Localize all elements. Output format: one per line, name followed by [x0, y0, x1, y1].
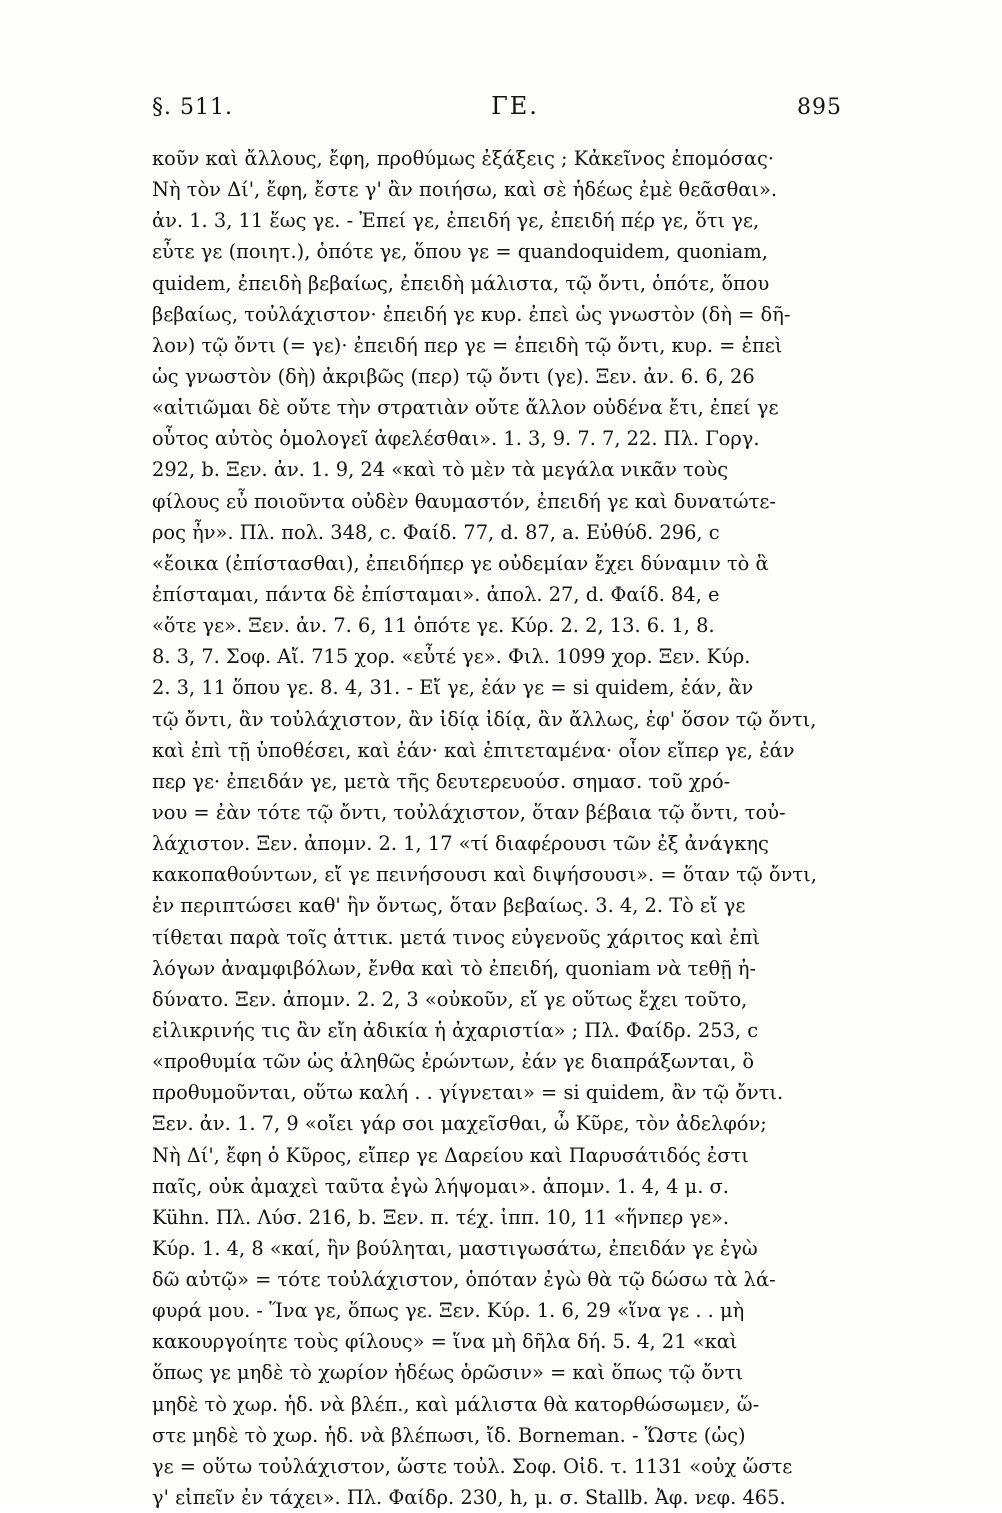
text-line: κακοπαθούντων, εἴ γε πεινήσουσι καὶ διψήσουσι». = ὅταν τῷ ὄντι, [152, 863, 817, 887]
text-line: Κύρ. 1. 4, 8 «καί, ἣν βούληται, μαστιγωσάτω, ἐπειδάν γε ἐγὼ [152, 1236, 758, 1260]
text-line: δῶ αὐτῷ» = τότε τοὐλάχιστον, ὁπόταν ἐγὼ θὰ τῷ δώσω τὰ λά- [152, 1268, 776, 1292]
text-line: ἀν. 1. 3, 11 ἕως γε. - Ἐπεί γε, ἐπειδή γε, ἐπειδή πέρ γε, ὅτι γε, [152, 209, 760, 233]
text-line: γ' εἰπεῖν ἐν τάχει». Πλ. Φαίδρ. 230, h, μ. σ. Stallb. Ἀφ. νεφ. 465. [152, 1486, 786, 1510]
text-line: 2. 3, 11 ὅπου γε. 8. 4, 31. - Εἴ γε, ἐάν γε = si quidem, ἐάν, ἂν [152, 676, 754, 700]
text-line: Νὴ Δί', ἔφη ὁ Κῦρος, εἴπερ γε Δαρείου καὶ Παρυσάτιδός ἐστι [152, 1143, 749, 1167]
text-line: προθυμοῦνται, οὕτω καλή . . γίγνεται» = si quidem, ἂν τῷ ὄντι. [152, 1081, 784, 1105]
text-line: λάχιστον. Ξεν. ἀπομν. 2. 1, 17 «τί διαφέρουσι τῶν ἐξ ἀνάγκης [152, 832, 769, 856]
section-number: §. 511. [152, 95, 233, 120]
text-line: εἰλικρινής τις ἂν εἴη ἀδικία ἡ ἀχαριστία» ; Πλ. Φαίδρ. 253, c [152, 1018, 759, 1042]
text-line: Ξεν. ἀν. 1. 7, 9 «οἴει γάρ σοι μαχεῖσθαι, ὦ Κῦρε, τὸν ἀδελφόν; [152, 1112, 767, 1136]
text-line: εὖτε γε (ποιητ.), ὁπότε γε, ὅπου γε = quandoquidem, quoniam, [152, 240, 768, 264]
entry-body [152, 143, 852, 1513]
text-line: παῖς, οὐκ ἀμαχεὶ ταῦτα ἐγὼ λήψομαι». ἀπομν. 1. 4, 4 μ. σ. [152, 1174, 729, 1198]
text-line: δύνατο. Ξεν. ἀπομν. 2. 2, 3 «οὐκοῦν, εἴ γε οὕτως ἔχει τοῦτο, [152, 987, 748, 1011]
page-number: 895 [796, 95, 842, 120]
text-line: ἐν περιπτώσει καθ' ἣν ὄντως, ὅταν βεβαίως. 3. 4, 2. Τὸ εἴ γε [152, 894, 746, 918]
text-line: Νὴ τὸν Δί', ἔφη, ἔστε γ' ἂν ποιήσω, καὶ σὲ ἡδέως ἐμὲ θεᾶσθαι». [152, 178, 777, 202]
text-line: κοῦν καὶ ἄλλους, ἔφη, προθύμως ἐξάξεις ; Κἀκεῖνος ἐπομόσας· [152, 147, 774, 170]
text-line: «αἰτιῶμαι δὲ οὔτε τὴν στρατιὰν οὔτε ἄλλον οὐδένα ἔτι, ἐπεί γε [152, 396, 779, 420]
text-line: φυρά μου. - Ἵνα γε, ὅπως γε. Ξεν. Κύρ. 1. 6, 29 «ἵνα γε . . μὴ [152, 1299, 745, 1323]
text-line: τῷ ὄντι, ἂν τοὐλάχιστον, ἂν ἰδίᾳ ἰδίᾳ, ἂν ἄλλως, ἐφ' ὅσον τῷ ὄντι, [152, 707, 817, 731]
text-line: 8. 3, 7. Σοφ. Αἴ. 715 χορ. «εὖτέ γε». Φιλ. 1099 χορ. Ξεν. Κύρ. [152, 645, 751, 669]
text-line: «προθυμία τῶν ὡς ἀληθῶς ἐρώντων, ἐάν γε διαπράξωνται, ὃ [152, 1050, 755, 1074]
text-line: ὅπως γε μηδὲ τὸ χωρίον ἡδέως ὁρῶσιν» = καὶ ὅπως τῷ ὄντι [152, 1361, 744, 1385]
page-header [152, 92, 842, 126]
text-line: στε μηδὲ τὸ χωρ. ἡδ. νὰ βλέπωσι, ἴδ. Borneman. - Ὥστε (ὡς) [152, 1423, 746, 1447]
text-line: quidem, ἐπειδὴ βεβαίως, ἐπειδὴ μάλιστα, τῷ ὄντι, ὁπότε, ὅπου [152, 271, 770, 295]
text-line: φίλους εὖ ποιοῦντα οὐδὲν θαυμαστόν, ἐπειδή γε καὶ δυνατώτε- [152, 489, 776, 513]
page-heading: ΓΕ. [491, 92, 539, 120]
text-line: «ἔοικα (ἐπίστασθαι), ἐπειδήπερ γε οὐδεμίαν ἔχει δύναμιν τὸ ἃ [152, 551, 769, 575]
text-line: λόγων ἀναμφιβόλων, ἔνθα καὶ τὸ ἐπειδή, quoniam νὰ τεθῇ ἠ- [152, 956, 757, 980]
text-line: ρος ἦν». Πλ. πολ. 348, c. Φαίδ. 77, d. 87, a. Εὐθύδ. 296, c [152, 520, 720, 544]
text-line: γε = οὕτω τοὐλάχιστον, ὥστε τοὐλ. Σοφ. Οἰδ. τ. 1131 «οὐχ ὥστε [152, 1454, 793, 1478]
text-line: τίθεται παρὰ τοῖς ἀττικ. μετά τινος εὐγενοῦς χάριτος καὶ ἐπὶ [152, 925, 760, 949]
text-line: καὶ ἐπὶ τῇ ὑποθέσει, καὶ ἐάν· καὶ ἐπιτεταμένα· οἷον εἴπερ γε, ἐάν [152, 738, 795, 762]
text-line: 292, b. Ξεν. ἀν. 1. 9, 24 «καὶ τὸ μὲν τὰ μεγάλα νικᾶν τοὺς [152, 458, 729, 482]
text-line: βεβαίως, τοὐλάχιστον· ἐπειδή γε κυρ. ἐπεὶ ὡς γνωστὸν (δὴ = δῆ- [152, 302, 791, 326]
text-line: κακουργοίητε τοὺς φίλους» = ἵνα μὴ δῆλα δή. 5. 4, 21 «καὶ [152, 1330, 738, 1354]
text-line: Kühn. Πλ. Λύσ. 216, b. Ξεν. π. τέχ. ἱππ. 10, 11 «ἥνπερ γε». [152, 1205, 730, 1229]
text-line: ἐπίσταμαι, πάντα δὲ ἐπίσταμαι». ἀπολ. 27, d. Φαίδ. 84, e [152, 582, 720, 606]
text-line: ὡς γνωστὸν (δὴ) ἀκριβῶς (περ) τῷ ὄντι (γε). Ξεν. ἀν. 6. 6, 26 [152, 364, 755, 388]
text-line: περ γε· ἐπειδάν γε, μετὰ τῆς δευτερευούσ. σημασ. τοῦ χρό- [152, 769, 731, 793]
text-line: λον) τῷ ὄντι (= γε)· ἐπειδή περ γε = ἐπειδὴ τῷ ὄντι, κυρ. = ἐπεὶ [152, 333, 783, 357]
text-line: νου = ἐὰν τότε τῷ ὄντι, τοὐλάχιστον, ὅταν βέβαια τῷ ὄντι, τοὐ- [152, 800, 786, 824]
text-line: «ὅτε γε». Ξεν. ἀν. 7. 6, 11 ὁπότε γε. Κύρ. 2. 2, 13. 6. 1, 8. [152, 614, 715, 638]
text-line: οὗτος αὐτὸς ὁμολογεῖ ἀφελέσθαι». 1. 3, 9. 7. 7, 22. Πλ. Γοργ. [152, 427, 760, 451]
text-line: μηδὲ τὸ χωρ. ἡδ. νὰ βλέπ., καὶ μάλιστα θὰ κατορθώσωμεν, ὥ- [152, 1392, 760, 1416]
